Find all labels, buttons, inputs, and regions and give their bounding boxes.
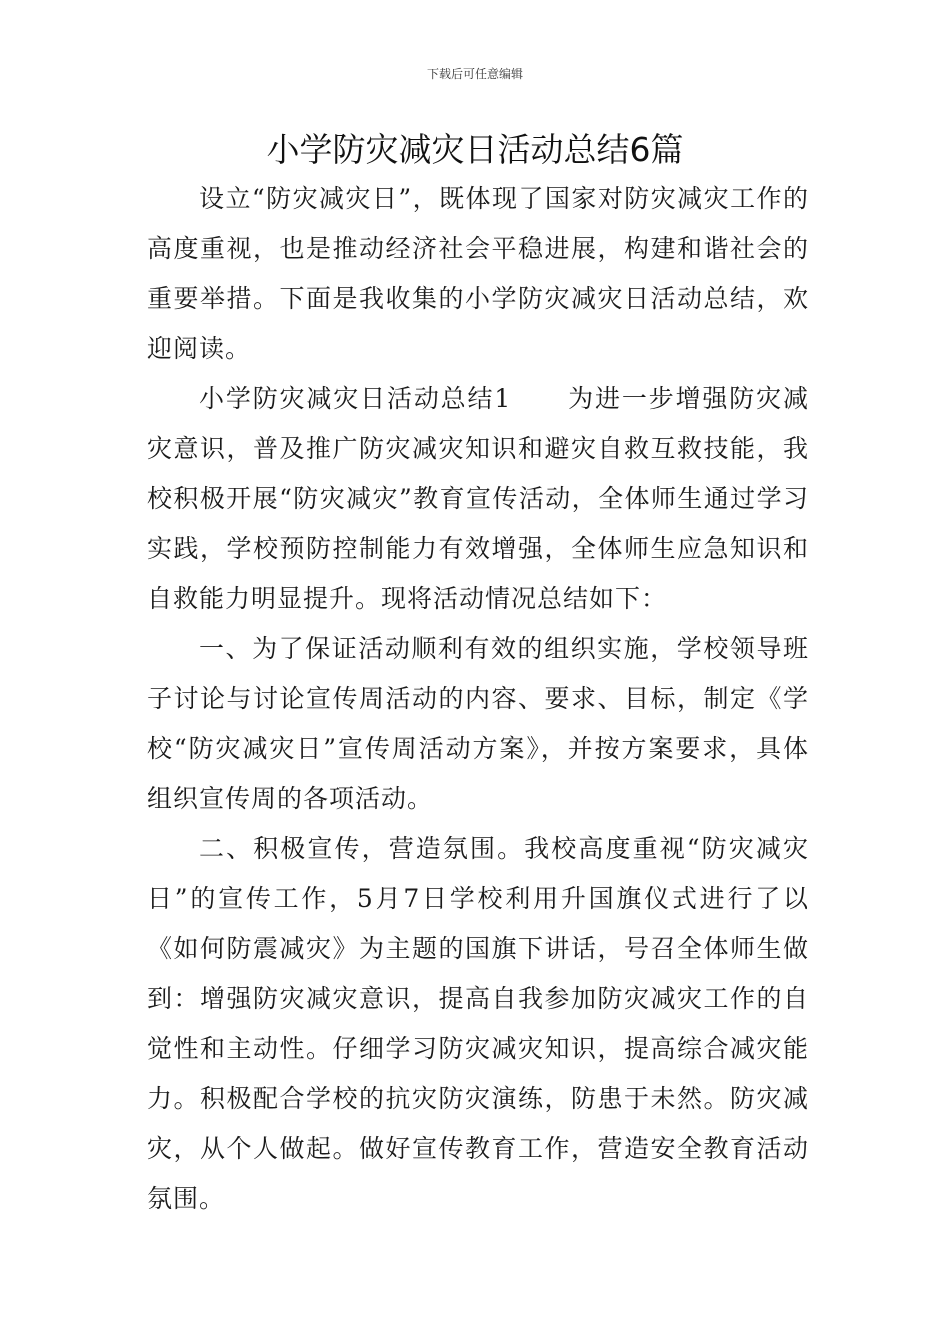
section-1-heading: 小学防灾减灾日活动总结1 — [199, 384, 512, 413]
document-title: 小学防灾减灾日活动总结6篇 — [266, 130, 684, 169]
point-1-paragraph: 一、为了保证活动顺利有效的组织实施，学校领导班子讨论与讨论宣传周活动的内容、要求、目标，制定《学校“防灾减灾日”宣传周活动方案》，并按方案要求，具体组织宣传周的各项活动。 — [147, 634, 809, 813]
point-2-paragraph: 二、积极宣传，营造氛围。我校高度重视“防灾减灾日”的宣传工作，5月7日学校利用升国旗仪式进行了以《如何防震减灾》为主题的国旗下讲话，号召全体师生做到：增强防灾减灾意识，提高自我参加防灾减灾工作的自觉性和主动性。仔细学习防灾减灾知识，提高综合减灾能力。积极配合学校的抗灾防灾演练，防患于未然。防灾减灾，从个人做起。做好宣传教育工作，营造安全教育活动氛围。 — [147, 834, 809, 1213]
header-note: 下载后可任意编辑 — [426, 67, 523, 81]
document-body — [147, 174, 809, 1224]
section-1-paragraph — [147, 374, 809, 624]
intro-paragraph: 设立“防灾减灾日”，既体现了国家对防灾减灾工作的高度重视，也是推动经济社会平稳进展，构建和谐社会的重要举措。下面是我收集的小学防灾减灾日活动总结，欢迎阅读。 — [147, 184, 809, 363]
section-1-text: 为进一步增强防灾减灾意识，普及推广防灾减灾知识和避灾自救互救技能，我校积极开展“防灾减灾”教育宣传活动，全体师生通过学习实践，学校预防控制能力有效增强，全体师生应急知识和自救能力明显提升。现将活动情况总结如下： — [147, 384, 809, 613]
